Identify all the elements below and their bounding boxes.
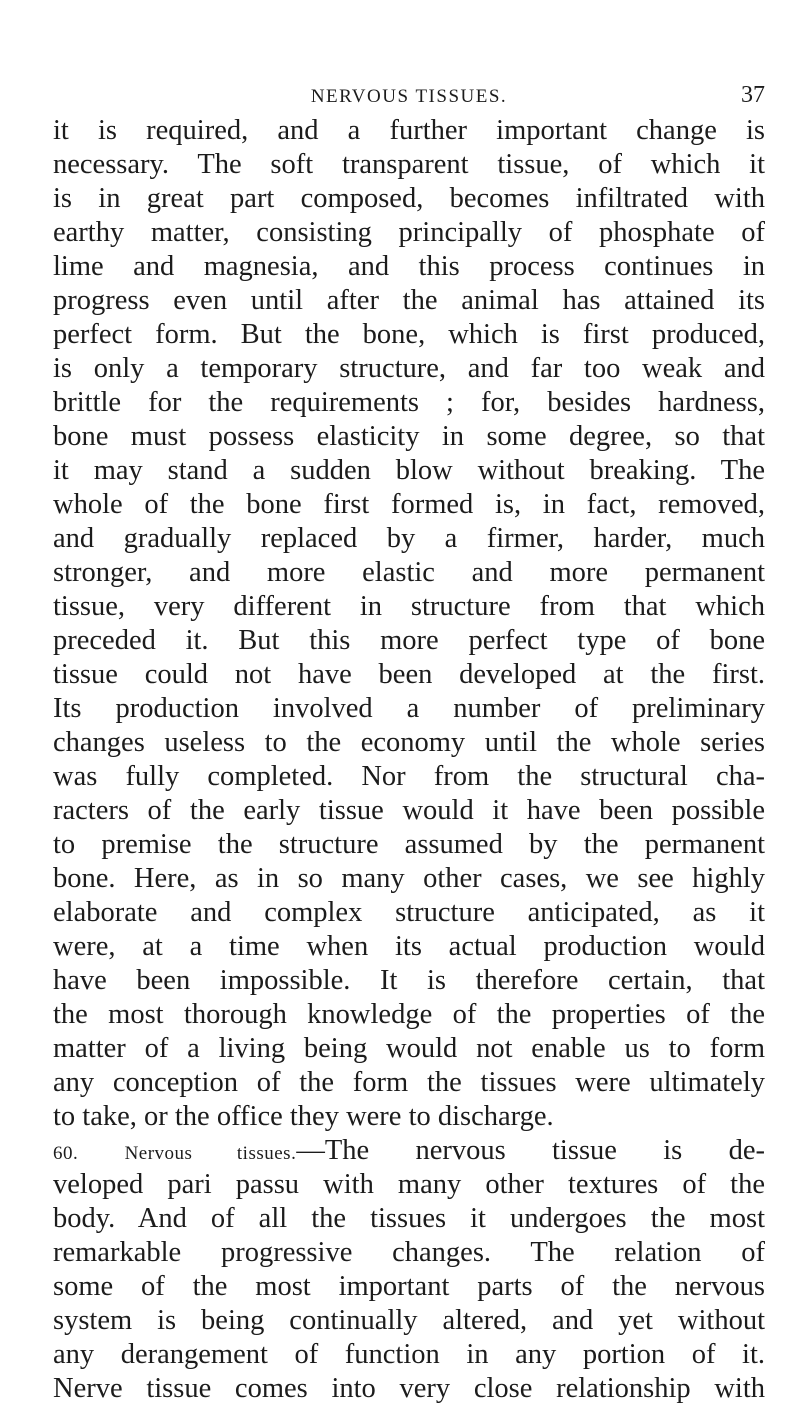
section-line-text: —The nervous tissue is de- [296, 1135, 765, 1166]
text-line: it may stand a sudden blow without breaking. The [53, 455, 765, 486]
text-line: the most thorough knowledge of the properties of the [53, 999, 765, 1030]
page-header [53, 0, 765, 112]
text-line: any conception of the form the tissues were ultimately [53, 1067, 765, 1098]
text-line: matter of a living being would not enable us to form [53, 1033, 765, 1064]
text-line: system is being continually altered, and yet without [53, 1305, 765, 1336]
text-line: and gradually replaced by a firmer, harder, much [53, 523, 765, 554]
paragraph [53, 114, 765, 1134]
body-text [53, 114, 765, 1406]
text-line: whole of the bone first formed is, in fact, removed, [53, 489, 765, 520]
text-line: brittle for the requirements ; for, besides hardness, [53, 387, 765, 418]
text-line: Nerve tissue comes into very close relationship with [53, 1373, 765, 1404]
text-line: it is required, and a further important change is [53, 115, 765, 146]
text-line: any derangement of function in any portion of it. [53, 1339, 765, 1370]
text-line: remarkable progressive changes. The relation of [53, 1237, 765, 1268]
text-line: progress even until after the animal has attained its [53, 285, 765, 316]
text-line: stronger, and more elastic and more permanent [53, 557, 765, 588]
text-line: bone must possess elasticity in some degree, so that [53, 421, 765, 452]
text-line: racters of the early tissue would it have been possible [53, 795, 765, 826]
text-line: preceded it. But this more perfect type of bone [53, 625, 765, 656]
book-page [53, 0, 765, 1404]
text-line: earthy matter, consisting principally of phosphate of [53, 217, 765, 248]
text-line: were, at a time when its actual production would [53, 931, 765, 962]
text-line: elaborate and complex structure anticipated, as it [53, 897, 765, 928]
section-paragraph [53, 1134, 765, 1406]
text-line: have been impossible. It is therefore certain, that [53, 965, 765, 996]
text-line: bone. Here, as in so many other cases, we see highly [53, 863, 765, 894]
section-heading: Nervous tissues. [124, 1143, 297, 1164]
text-line: veloped pari passu with many other textures of the [53, 1169, 765, 1200]
section-first-line [53, 1134, 765, 1168]
text-line: tissue could not have been developed at the first. [53, 659, 765, 690]
text-line: Its production involved a number of preliminary [53, 693, 765, 724]
text-line: to take, or the office they were to discharge. [53, 1101, 554, 1132]
text-line: changes useless to the economy until the whole series [53, 727, 765, 758]
text-line: perfect form. But the bone, which is first produced, [53, 319, 765, 350]
running-head: NERVOUS TISSUES. [310, 86, 508, 107]
text-line: was fully completed. Nor from the structural cha- [53, 761, 765, 792]
text-line: necessary. The soft transparent tissue, of which it [53, 149, 765, 180]
text-line: is in great part composed, becomes infiltrated with [53, 183, 765, 214]
section-number: 60. [53, 1143, 79, 1164]
text-line: tissue, very different in structure from that which [53, 591, 765, 622]
text-line: lime and magnesia, and this process continues in [53, 251, 765, 282]
text-line: body. And of all the tissues it undergoes the most [53, 1203, 765, 1234]
text-line: to premise the structure assumed by the permanent [53, 829, 765, 860]
text-line: is only a temporary structure, and far too weak and [53, 353, 765, 384]
text-line: some of the most important parts of the nervous [53, 1271, 765, 1302]
page-number: 37 [741, 82, 765, 108]
